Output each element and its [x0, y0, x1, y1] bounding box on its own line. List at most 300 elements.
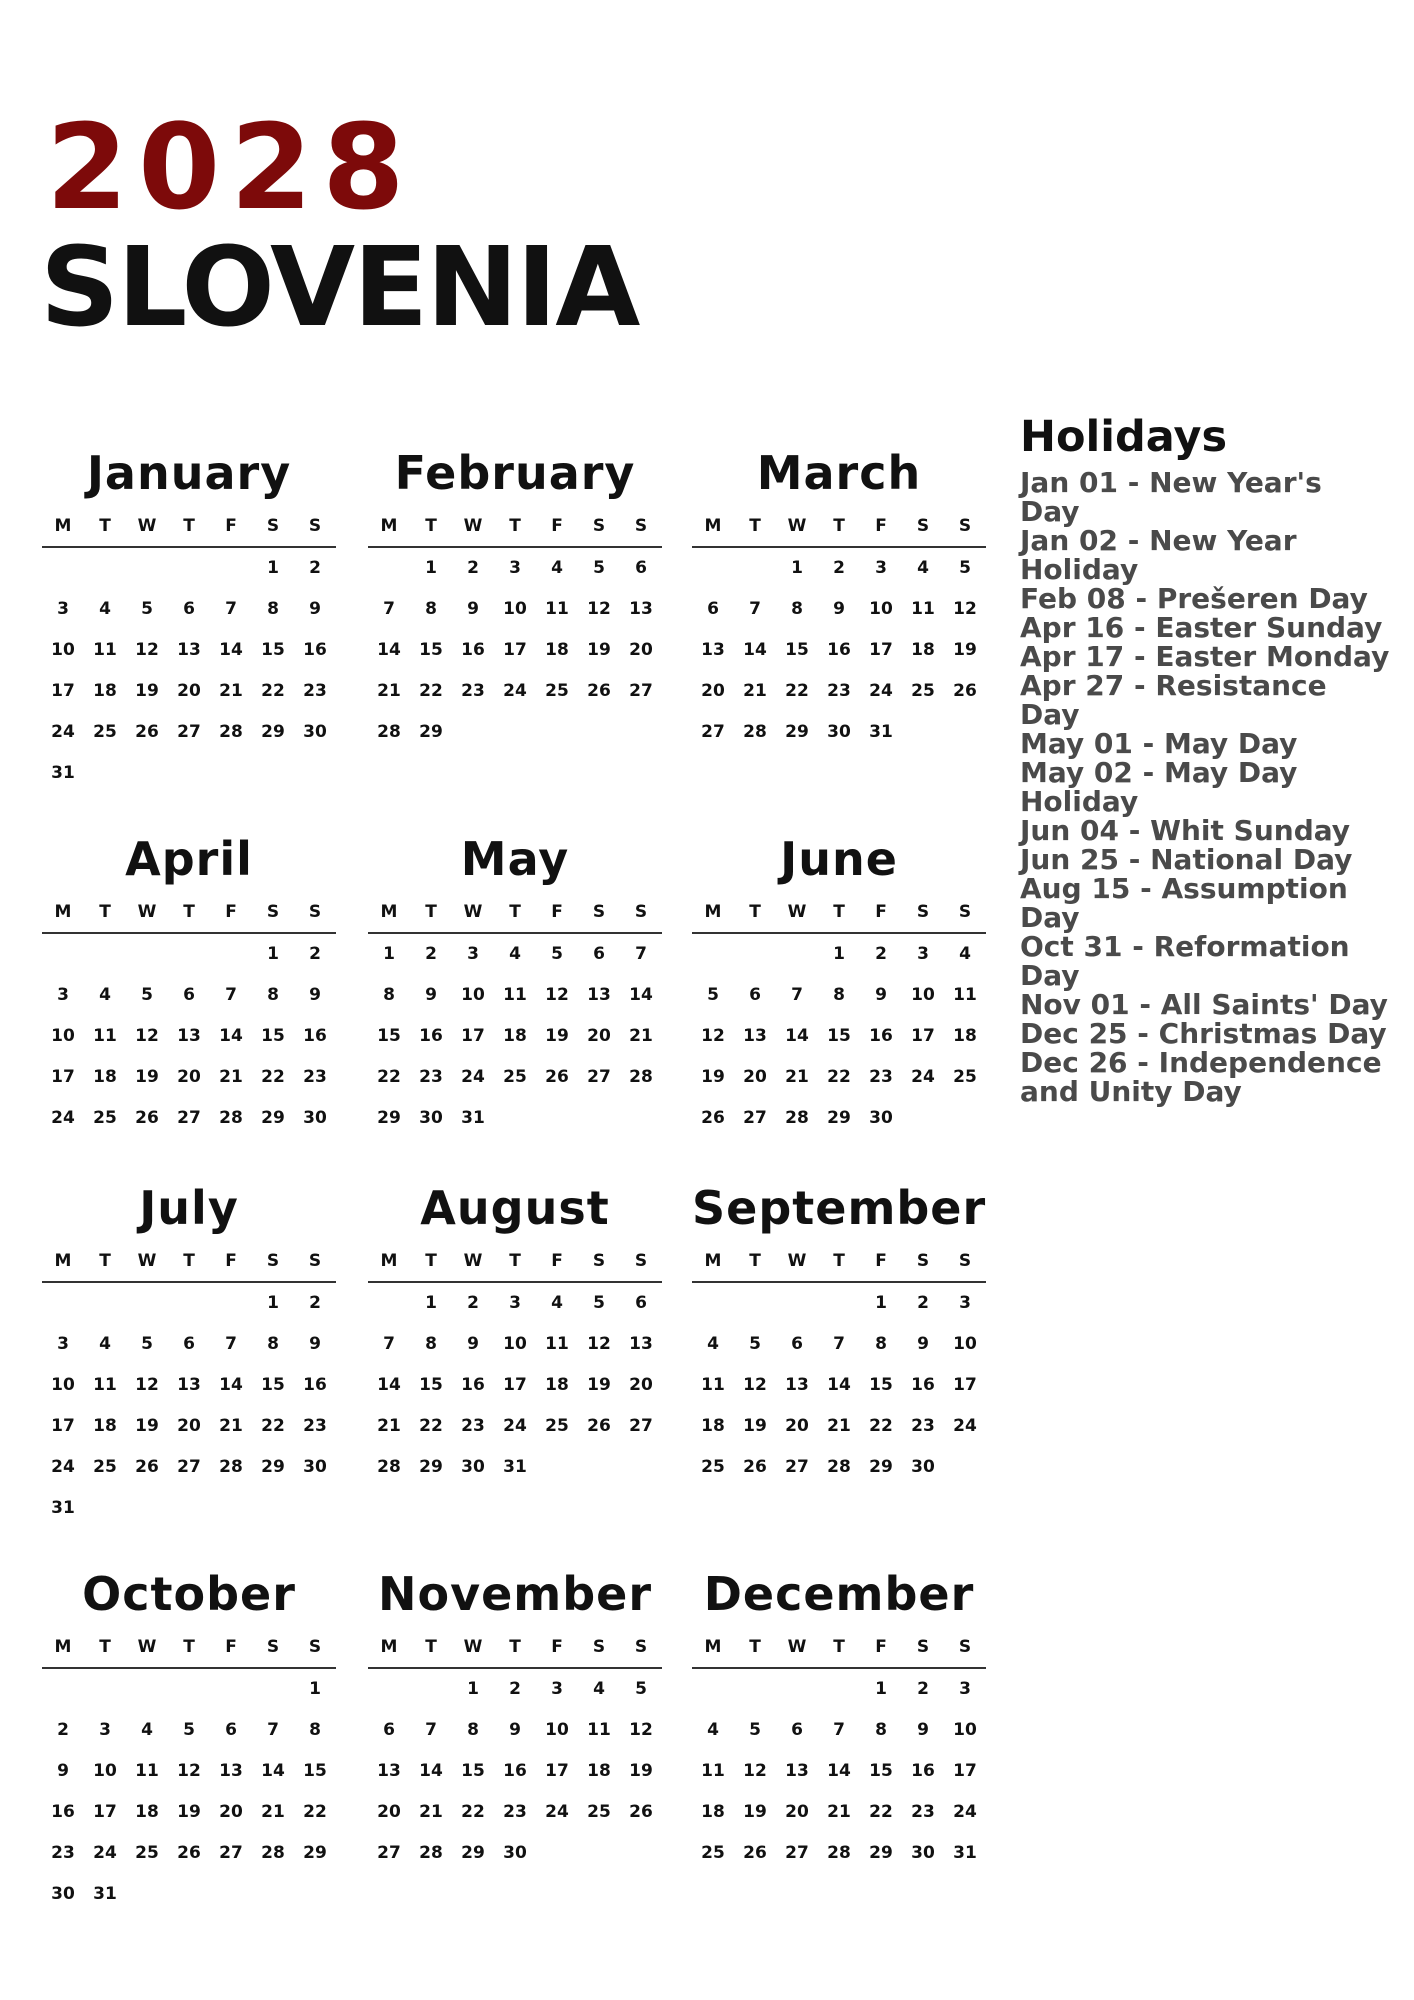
- holiday-item: May 02 - May Day Holiday: [1020, 756, 1298, 818]
- day-cell: 27: [785, 1457, 809, 1477]
- empty-day-cell: [776, 1669, 818, 1710]
- day-grid: [692, 1669, 986, 1874]
- day-cell: 22: [377, 1067, 401, 1087]
- weekday-label: T: [183, 902, 195, 922]
- day-cell: 6: [635, 1293, 647, 1313]
- weekday-label: M: [704, 516, 722, 536]
- day-cell: 9: [309, 1334, 321, 1354]
- day-cell: 22: [419, 681, 443, 701]
- weekday-label: M: [704, 1251, 722, 1271]
- day-cell: 1: [467, 1679, 479, 1699]
- day-cell: 9: [309, 599, 321, 619]
- weekday-header: [368, 1241, 662, 1283]
- weekday-label: T: [749, 1637, 761, 1657]
- weekday-label: T: [425, 1637, 437, 1657]
- day-cell: 25: [953, 1067, 977, 1087]
- month-name: January: [86, 446, 292, 500]
- day-cell: 19: [587, 1375, 611, 1395]
- holidays-title: Holidays: [1020, 412, 1228, 462]
- empty-day-cell: [126, 934, 168, 975]
- day-cell: 17: [93, 1802, 117, 1822]
- day-cell: 3: [509, 558, 521, 578]
- day-cell: 27: [629, 1416, 653, 1436]
- weekday-label: F: [551, 1637, 563, 1657]
- day-cell: 22: [869, 1802, 893, 1822]
- empty-day-cell: [368, 1283, 410, 1324]
- month-august: [368, 1175, 662, 1488]
- day-cell: 19: [587, 640, 611, 660]
- day-cell: 12: [135, 1375, 159, 1395]
- day-cell: 21: [827, 1802, 851, 1822]
- day-cell: 1: [875, 1293, 887, 1313]
- day-cell: 18: [545, 640, 569, 660]
- empty-day-cell: [42, 1669, 84, 1710]
- day-cell: 9: [467, 599, 479, 619]
- day-cell: 29: [419, 1457, 443, 1477]
- day-cell: 13: [177, 1375, 201, 1395]
- day-cell: 18: [135, 1802, 159, 1822]
- day-cell: 26: [587, 1416, 611, 1436]
- day-cell: 12: [743, 1761, 767, 1781]
- day-cell: 20: [629, 640, 653, 660]
- weekday-label: F: [225, 902, 237, 922]
- day-cell: 19: [177, 1802, 201, 1822]
- day-cell: 29: [461, 1843, 485, 1863]
- day-cell: 11: [503, 985, 527, 1005]
- day-cell: 31: [51, 1498, 75, 1518]
- day-cell: 6: [383, 1720, 395, 1740]
- month-name: July: [139, 1181, 239, 1235]
- day-cell: 24: [51, 722, 75, 742]
- day-cell: 14: [261, 1761, 285, 1781]
- weekday-label: W: [463, 1637, 483, 1657]
- holiday-item: Apr 27 - Resistance Day: [1020, 669, 1327, 731]
- day-cell: 17: [503, 640, 527, 660]
- day-cell: 31: [461, 1108, 485, 1128]
- weekday-label: M: [54, 516, 72, 536]
- day-cell: 22: [461, 1802, 485, 1822]
- day-cell: 8: [267, 1334, 279, 1354]
- day-cell: 31: [953, 1843, 977, 1863]
- day-cell: 10: [93, 1761, 117, 1781]
- day-cell: 7: [225, 599, 237, 619]
- day-cell: 23: [503, 1802, 527, 1822]
- day-cell: 1: [425, 558, 437, 578]
- day-cell: 11: [545, 599, 569, 619]
- day-cell: 2: [467, 558, 479, 578]
- day-cell: 4: [593, 1679, 605, 1699]
- day-cell: 13: [743, 1026, 767, 1046]
- empty-day-cell: [252, 1669, 294, 1710]
- day-cell: 20: [177, 1067, 201, 1087]
- day-cell: 3: [57, 1334, 69, 1354]
- weekday-label: F: [551, 902, 563, 922]
- day-cell: 30: [303, 1457, 327, 1477]
- day-cell: 25: [587, 1802, 611, 1822]
- day-cell: 2: [425, 944, 437, 964]
- weekday-label: S: [958, 1251, 972, 1271]
- day-cell: 21: [419, 1802, 443, 1822]
- month-april: [42, 826, 336, 1139]
- day-cell: 11: [93, 1026, 117, 1046]
- weekday-header: [692, 892, 986, 934]
- month-september: [692, 1175, 986, 1488]
- holidays-panel: [1020, 412, 1390, 1106]
- day-cell: 22: [303, 1802, 327, 1822]
- empty-day-cell: [84, 1283, 126, 1324]
- day-cell: 6: [749, 985, 761, 1005]
- day-cell: 6: [593, 944, 605, 964]
- day-cell: 15: [827, 1026, 851, 1046]
- day-cell: 11: [911, 599, 935, 619]
- day-cell: 19: [135, 681, 159, 701]
- day-cell: 18: [587, 1761, 611, 1781]
- day-cell: 10: [51, 1026, 75, 1046]
- empty-day-cell: [692, 548, 734, 589]
- holiday-item: Jan 01 - New Year's Day: [1020, 466, 1322, 528]
- day-cell: 19: [953, 640, 977, 660]
- day-cell: 2: [57, 1720, 69, 1740]
- day-cell: 17: [503, 1375, 527, 1395]
- holiday-item: May 01 - May Day: [1020, 727, 1298, 760]
- day-cell: 16: [827, 640, 851, 660]
- weekday-label: S: [266, 1637, 280, 1657]
- day-cell: 22: [419, 1416, 443, 1436]
- empty-day-cell: [734, 1283, 776, 1324]
- day-cell: 1: [875, 1679, 887, 1699]
- day-cell: 28: [261, 1843, 285, 1863]
- day-cell: 9: [467, 1334, 479, 1354]
- day-cell: 27: [743, 1108, 767, 1128]
- day-cell: 30: [911, 1457, 935, 1477]
- day-grid: [368, 934, 662, 1139]
- weekday-label: T: [99, 516, 111, 536]
- day-cell: 2: [509, 1679, 521, 1699]
- day-cell: 24: [953, 1802, 977, 1822]
- day-cell: 20: [629, 1375, 653, 1395]
- day-cell: 3: [551, 1679, 563, 1699]
- weekday-label: T: [183, 1637, 195, 1657]
- day-cell: 31: [93, 1884, 117, 1904]
- day-cell: 19: [743, 1802, 767, 1822]
- weekday-label: T: [425, 902, 437, 922]
- day-cell: 23: [303, 1067, 327, 1087]
- day-cell: 24: [503, 681, 527, 701]
- day-cell: 16: [869, 1026, 893, 1046]
- day-cell: 15: [461, 1761, 485, 1781]
- day-cell: 5: [183, 1720, 195, 1740]
- holiday-list: [1020, 468, 1390, 1106]
- day-cell: 13: [177, 1026, 201, 1046]
- day-cell: 28: [629, 1067, 653, 1087]
- day-cell: 24: [869, 681, 893, 701]
- day-cell: 26: [629, 1802, 653, 1822]
- day-cell: 3: [467, 944, 479, 964]
- day-cell: 7: [791, 985, 803, 1005]
- weekday-label: T: [183, 516, 195, 536]
- day-cell: 2: [467, 1293, 479, 1313]
- day-cell: 6: [225, 1720, 237, 1740]
- holiday-item: Apr 17 - Easter Monday: [1020, 640, 1390, 673]
- month-name: August: [420, 1181, 610, 1235]
- day-cell: 3: [509, 1293, 521, 1313]
- weekday-label: T: [99, 1637, 111, 1657]
- day-cell: 16: [419, 1026, 443, 1046]
- day-cell: 9: [875, 985, 887, 1005]
- weekday-label: S: [266, 902, 280, 922]
- day-cell: 14: [785, 1026, 809, 1046]
- day-cell: 10: [545, 1720, 569, 1740]
- day-cell: 17: [461, 1026, 485, 1046]
- day-cell: 12: [953, 599, 977, 619]
- day-cell: 1: [267, 1293, 279, 1313]
- day-cell: 15: [419, 1375, 443, 1395]
- day-cell: 16: [51, 1802, 75, 1822]
- empty-day-cell: [210, 548, 252, 589]
- day-cell: 24: [503, 1416, 527, 1436]
- weekday-header: [368, 506, 662, 548]
- day-cell: 21: [377, 1416, 401, 1436]
- weekday-label: M: [380, 1251, 398, 1271]
- day-cell: 26: [953, 681, 977, 701]
- day-cell: 7: [749, 599, 761, 619]
- day-cell: 12: [545, 985, 569, 1005]
- day-cell: 15: [869, 1375, 893, 1395]
- month-name: May: [460, 832, 570, 886]
- day-cell: 3: [959, 1679, 971, 1699]
- day-cell: 27: [219, 1843, 243, 1863]
- day-cell: 2: [309, 558, 321, 578]
- weekday-label: S: [634, 1637, 648, 1657]
- day-grid: [42, 934, 336, 1139]
- day-cell: 4: [99, 985, 111, 1005]
- month-july: [42, 1175, 336, 1529]
- weekday-label: S: [958, 1637, 972, 1657]
- day-cell: 18: [93, 1416, 117, 1436]
- weekday-label: M: [380, 516, 398, 536]
- day-cell: 23: [869, 1067, 893, 1087]
- weekday-label: S: [266, 1251, 280, 1271]
- empty-day-cell: [126, 1669, 168, 1710]
- weekday-label: T: [183, 1251, 195, 1271]
- day-cell: 7: [225, 985, 237, 1005]
- empty-day-cell: [42, 934, 84, 975]
- day-cell: 20: [701, 681, 725, 701]
- weekday-label: T: [509, 1637, 521, 1657]
- day-cell: 8: [833, 985, 845, 1005]
- day-cell: 20: [177, 681, 201, 701]
- day-cell: 17: [51, 1067, 75, 1087]
- day-cell: 13: [785, 1761, 809, 1781]
- day-cell: 3: [57, 599, 69, 619]
- day-cell: 7: [635, 944, 647, 964]
- day-cell: 26: [587, 681, 611, 701]
- day-cell: 27: [177, 1457, 201, 1477]
- weekday-label: F: [551, 1251, 563, 1271]
- day-cell: 16: [303, 640, 327, 660]
- weekday-label: S: [266, 516, 280, 536]
- weekday-label: T: [509, 516, 521, 536]
- empty-day-cell: [84, 548, 126, 589]
- weekday-label: T: [99, 902, 111, 922]
- day-cell: 25: [701, 1457, 725, 1477]
- day-cell: 17: [953, 1375, 977, 1395]
- month-november: [368, 1561, 662, 1874]
- day-cell: 22: [869, 1416, 893, 1436]
- day-cell: 13: [785, 1375, 809, 1395]
- day-cell: 2: [917, 1293, 929, 1313]
- weekday-label: M: [704, 1637, 722, 1657]
- day-cell: 22: [261, 1416, 285, 1436]
- weekday-label: M: [54, 1637, 72, 1657]
- day-cell: 25: [93, 1108, 117, 1128]
- day-cell: 11: [135, 1761, 159, 1781]
- month-name: November: [377, 1567, 653, 1621]
- day-cell: 14: [219, 1026, 243, 1046]
- day-cell: 3: [917, 944, 929, 964]
- weekday-label: W: [137, 516, 157, 536]
- day-cell: 15: [303, 1761, 327, 1781]
- day-cell: 18: [701, 1802, 725, 1822]
- day-cell: 27: [785, 1843, 809, 1863]
- weekday-label: W: [787, 1251, 807, 1271]
- weekday-label: S: [958, 902, 972, 922]
- day-grid: [42, 548, 336, 794]
- day-cell: 21: [827, 1416, 851, 1436]
- weekday-label: T: [749, 902, 761, 922]
- weekday-label: T: [749, 516, 761, 536]
- day-grid: [368, 1283, 662, 1488]
- day-cell: 22: [827, 1067, 851, 1087]
- day-cell: 2: [875, 944, 887, 964]
- day-cell: 14: [827, 1375, 851, 1395]
- day-cell: 13: [219, 1761, 243, 1781]
- day-cell: 6: [707, 599, 719, 619]
- day-cell: 24: [51, 1108, 75, 1128]
- day-cell: 8: [875, 1720, 887, 1740]
- day-cell: 15: [869, 1761, 893, 1781]
- weekday-label: W: [463, 902, 483, 922]
- weekday-label: T: [749, 1251, 761, 1271]
- day-cell: 24: [51, 1457, 75, 1477]
- empty-day-cell: [734, 1669, 776, 1710]
- empty-day-cell: [210, 1283, 252, 1324]
- weekday-label: W: [463, 516, 483, 536]
- day-cell: 26: [701, 1108, 725, 1128]
- day-cell: 30: [419, 1108, 443, 1128]
- day-cell: 1: [383, 944, 395, 964]
- day-cell: 31: [503, 1457, 527, 1477]
- weekday-label: W: [137, 1251, 157, 1271]
- day-cell: 5: [141, 985, 153, 1005]
- day-cell: 13: [177, 640, 201, 660]
- day-cell: 16: [911, 1375, 935, 1395]
- day-cell: 22: [261, 1067, 285, 1087]
- day-cell: 15: [377, 1026, 401, 1046]
- weekday-label: F: [875, 1251, 887, 1271]
- day-cell: 8: [383, 985, 395, 1005]
- day-cell: 23: [911, 1416, 935, 1436]
- day-cell: 4: [551, 558, 563, 578]
- day-cell: 15: [785, 640, 809, 660]
- day-cell: 25: [93, 722, 117, 742]
- empty-day-cell: [126, 548, 168, 589]
- empty-day-cell: [818, 1669, 860, 1710]
- day-cell: 16: [303, 1375, 327, 1395]
- day-cell: 1: [791, 558, 803, 578]
- day-cell: 27: [177, 722, 201, 742]
- empty-day-cell: [692, 934, 734, 975]
- day-cell: 14: [219, 1375, 243, 1395]
- day-cell: 14: [419, 1761, 443, 1781]
- day-cell: 8: [791, 599, 803, 619]
- weekday-label: T: [833, 516, 845, 536]
- weekday-label: T: [425, 516, 437, 536]
- day-cell: 23: [419, 1067, 443, 1087]
- day-cell: 29: [261, 1457, 285, 1477]
- day-cell: 7: [833, 1720, 845, 1740]
- day-grid: [42, 1283, 336, 1529]
- day-cell: 27: [177, 1108, 201, 1128]
- day-cell: 9: [917, 1720, 929, 1740]
- holiday-item: Dec 26 - Independence and Unity Day: [1020, 1046, 1382, 1108]
- day-cell: 6: [183, 1334, 195, 1354]
- day-cell: 14: [377, 640, 401, 660]
- day-cell: 17: [51, 681, 75, 701]
- day-cell: 28: [219, 1108, 243, 1128]
- day-cell: 7: [833, 1334, 845, 1354]
- empty-day-cell: [734, 548, 776, 589]
- day-cell: 29: [377, 1108, 401, 1128]
- weekday-label: F: [225, 1251, 237, 1271]
- day-cell: 7: [383, 1334, 395, 1354]
- holiday-item: Jun 25 - National Day: [1020, 843, 1353, 876]
- day-cell: 28: [743, 722, 767, 742]
- day-cell: 6: [635, 558, 647, 578]
- day-cell: 24: [911, 1067, 935, 1087]
- day-cell: 10: [911, 985, 935, 1005]
- day-cell: 31: [869, 722, 893, 742]
- day-cell: 5: [959, 558, 971, 578]
- day-cell: 28: [827, 1843, 851, 1863]
- day-cell: 6: [791, 1334, 803, 1354]
- day-cell: 13: [629, 1334, 653, 1354]
- day-cell: 15: [261, 1375, 285, 1395]
- day-cell: 6: [791, 1720, 803, 1740]
- day-cell: 7: [383, 599, 395, 619]
- day-cell: 18: [93, 681, 117, 701]
- weekday-label: S: [592, 516, 606, 536]
- day-cell: 26: [177, 1843, 201, 1863]
- day-cell: 29: [827, 1108, 851, 1128]
- day-cell: 22: [785, 681, 809, 701]
- empty-day-cell: [168, 548, 210, 589]
- day-cell: 2: [309, 1293, 321, 1313]
- empty-day-cell: [84, 1669, 126, 1710]
- day-cell: 29: [261, 1108, 285, 1128]
- empty-day-cell: [776, 934, 818, 975]
- weekday-label: W: [787, 516, 807, 536]
- day-cell: 4: [99, 1334, 111, 1354]
- day-cell: 18: [701, 1416, 725, 1436]
- day-cell: 12: [135, 1026, 159, 1046]
- day-cell: 13: [701, 640, 725, 660]
- day-cell: 4: [707, 1334, 719, 1354]
- day-cell: 26: [743, 1843, 767, 1863]
- day-cell: 5: [141, 599, 153, 619]
- weekday-label: W: [137, 902, 157, 922]
- weekday-header: [368, 1627, 662, 1669]
